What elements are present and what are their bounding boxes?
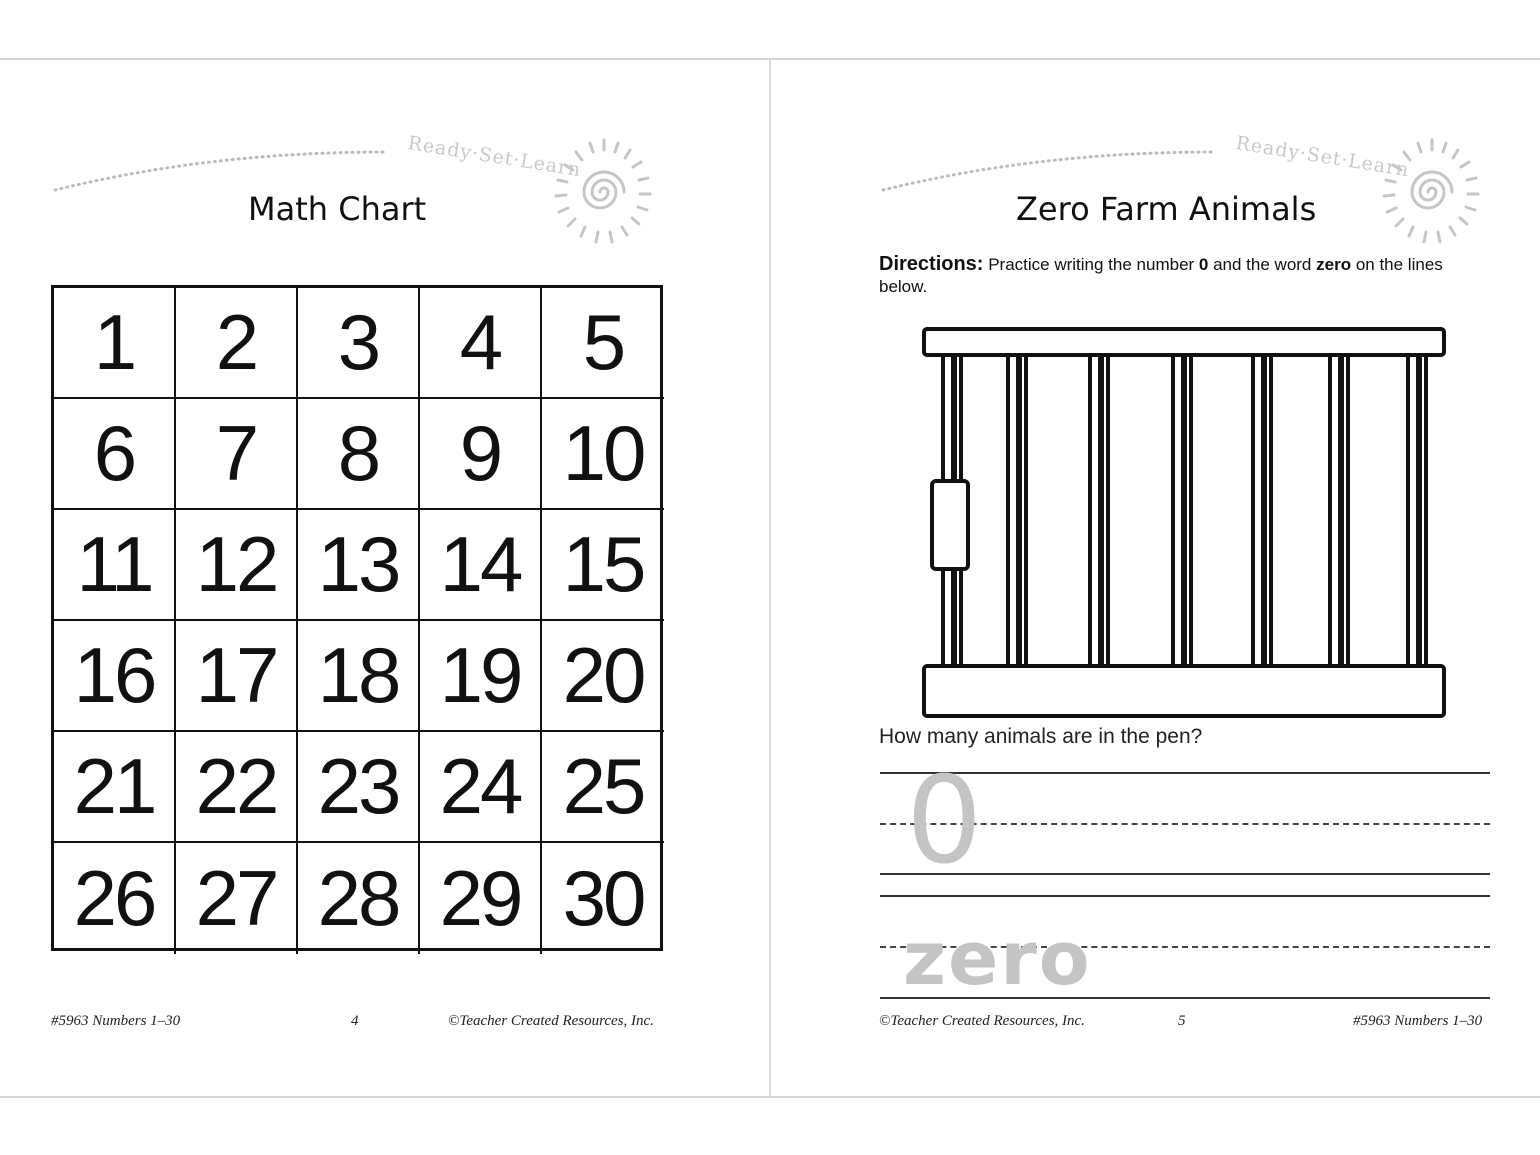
chart-cell: 20 — [542, 621, 664, 732]
chart-cell: 25 — [542, 732, 664, 843]
footer-book-id: #5963 Numbers 1–30 — [1353, 1013, 1483, 1029]
chart-cell: 5 — [542, 288, 664, 399]
chart-cell: 30 — [562, 854, 644, 942]
directions-text-after: on the lines below. — [879, 255, 1443, 296]
chart-cell: 27 — [176, 843, 298, 954]
writing-top-line — [880, 895, 1490, 897]
chart-cell: 11 — [54, 510, 176, 621]
directions-bold-number: 0 — [1198, 255, 1209, 274]
trace-digit: 0 — [906, 752, 983, 891]
directions-label: Directions: — [879, 253, 984, 275]
chart-cell: 21 — [54, 732, 176, 843]
directions-text-middle: and the word — [1208, 255, 1317, 274]
footer-book-id: #5963 Numbers 1–30 — [51, 1013, 181, 1029]
footer-publisher: ©Teacher Created Resources, Inc. — [879, 1013, 1085, 1029]
trace-word: zero — [903, 916, 1092, 1002]
footer-publisher: ©Teacher Created Resources, Inc. — [448, 1013, 654, 1029]
footer-page-number: 5 — [1178, 1013, 1186, 1029]
chart-cell: 18 — [298, 621, 420, 732]
chart-cell: 8 — [298, 399, 420, 510]
directions-bold-word: zero — [1316, 255, 1352, 274]
chart-cell: 6 — [54, 399, 176, 510]
chart-cell: 10 — [542, 399, 664, 510]
sun-spiral-icon — [1380, 138, 1484, 246]
chart-cell: 9 — [420, 399, 542, 510]
chart-cell: 19 — [420, 621, 542, 732]
chart-cell: 16 — [54, 621, 176, 732]
directions-text — [879, 253, 1479, 298]
chart-cell: 4 — [420, 288, 542, 399]
directions-text-before: Practice writing the number — [988, 255, 1199, 274]
chart-cell: 7 — [176, 399, 298, 510]
chart-cell: 23 — [298, 732, 420, 843]
chart-cell: 12 — [176, 510, 298, 621]
chart-cell: 28 — [298, 843, 420, 954]
chart-cell: 26 — [54, 843, 176, 954]
chart-cell: 29 — [420, 843, 542, 954]
question-text: How many animals are in the pen? — [879, 725, 1203, 748]
page-title: Math Chart — [248, 190, 427, 228]
chart-cell: 3 — [298, 288, 420, 399]
chart-cell: 1 — [54, 288, 176, 399]
chart-cell: 14 — [420, 510, 542, 621]
brand-logo-text: Ready·Set·Learn — [406, 132, 583, 182]
chart-cell: 13 — [298, 510, 420, 621]
brand-logo-text: Ready·Set·Learn — [1234, 132, 1411, 182]
chart-cell: 24 — [420, 732, 542, 843]
chart-cell: 22 — [176, 732, 298, 843]
page-title: Zero Farm Animals — [1016, 190, 1317, 228]
page-gutter — [769, 60, 771, 1096]
chart-cell: 2 — [176, 288, 298, 399]
footer-page-number: 4 — [351, 1013, 359, 1029]
empty-pen-illustration — [920, 323, 1450, 719]
sun-spiral-icon — [552, 138, 656, 246]
chart-cell: 15 — [542, 510, 664, 621]
chart-cell: 17 — [176, 621, 298, 732]
book-spread — [0, 58, 1540, 1098]
number-chart — [51, 285, 663, 951]
